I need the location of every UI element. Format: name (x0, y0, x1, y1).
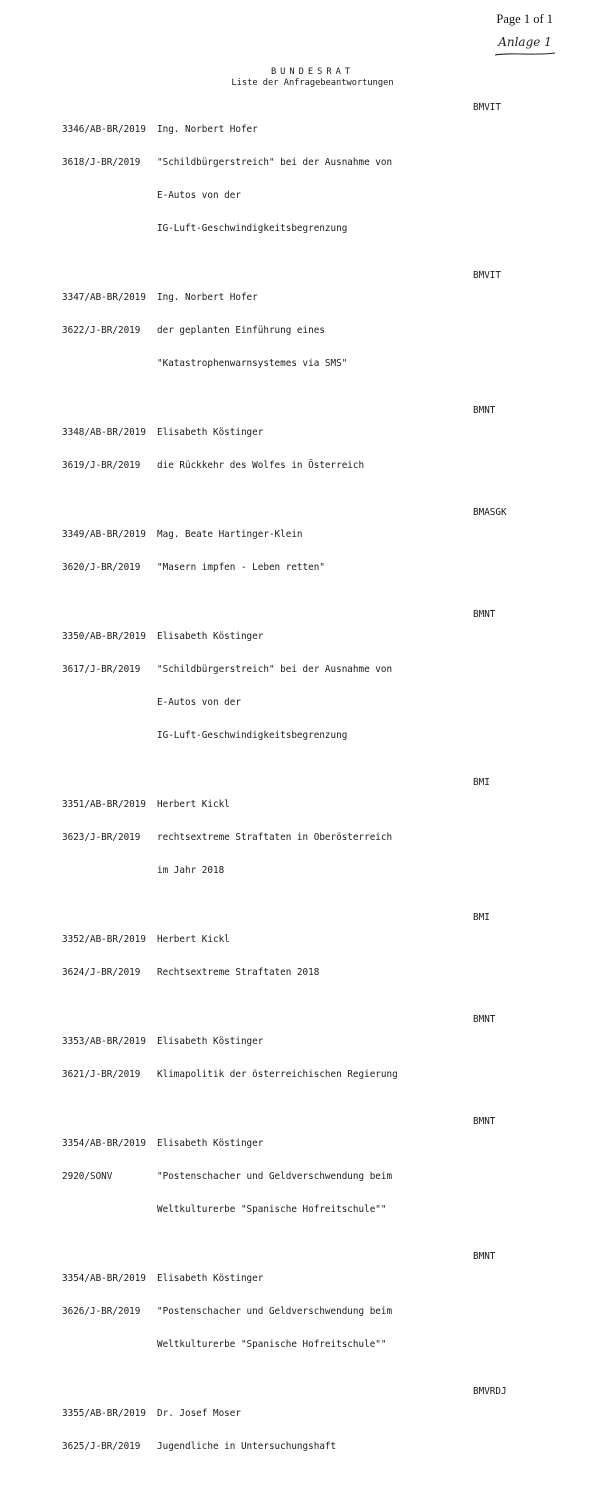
reference-numbers (62, 1251, 157, 1372)
ministry-code: BMI (473, 777, 490, 788)
respondent-name: Herbert Kickl (157, 934, 230, 945)
answer-number: 3352/AB-BR/2019 (62, 934, 146, 945)
inquiry-number: 3626/J-BR/2019 (62, 1306, 141, 1317)
respondent-name: Elisabeth Köstinger (157, 1138, 264, 1149)
entry-description (157, 405, 467, 493)
list-item (62, 1251, 562, 1372)
inquiry-number: 3621/J-BR/2019 (62, 1069, 141, 1080)
underline-stroke (493, 51, 557, 57)
entry-description (157, 1014, 467, 1102)
subject-line: IG-Luft-Geschwindigkeitsbegrenzung (157, 223, 348, 234)
reference-numbers (62, 102, 157, 256)
answer-number: 3354/AB-BR/2019 (62, 1273, 146, 1284)
reference-numbers (62, 609, 157, 763)
ministry-code: BMNT (473, 405, 496, 416)
ministry-code: BMVRDJ (473, 1386, 507, 1397)
answer-number: 3353/AB-BR/2019 (62, 1036, 146, 1047)
subject-line: "Postenschacher und Geldverschwendung beim (157, 1171, 393, 1182)
list-item (62, 1014, 562, 1102)
respondent-name: Elisabeth Köstinger (157, 631, 264, 642)
subject-line: "Schildbürgerstreich" bei der Ausnahme von (157, 664, 393, 675)
respondent-name: Elisabeth Köstinger (157, 1036, 264, 1047)
entry-description (157, 1251, 467, 1372)
subject-line: "Masern impfen - Leben retten" (157, 562, 325, 573)
entry-description (157, 777, 467, 898)
entry-description (157, 1386, 467, 1474)
subject-line: Rechtsextreme Straftaten 2018 (157, 967, 320, 978)
list-item (62, 102, 562, 256)
reference-numbers (62, 405, 157, 493)
inquiry-number: 3622/J-BR/2019 (62, 325, 141, 336)
list-title: Liste der Anfragebeantwortungen (231, 78, 394, 88)
entry-description (157, 912, 467, 1000)
subject-line: "Postenschacher und Geldverschwendung beim (157, 1306, 393, 1317)
list-item (62, 777, 562, 898)
ministry-code: BMNT (473, 1116, 496, 1127)
subject-line: Weltkulturerbe "Spanische Hofreitschule"" (157, 1204, 387, 1215)
subject-line: E-Autos von der (157, 697, 241, 708)
inquiry-number: 3618/J-BR/2019 (62, 157, 141, 168)
page-number: Page 1 of 1 (496, 12, 553, 26)
inquiry-number: 3620/J-BR/2019 (62, 562, 141, 573)
annotation-text: Anlage 1 (498, 35, 552, 49)
ministry-code: BMVIT (473, 270, 501, 281)
reference-numbers (62, 777, 157, 898)
inquiry-number: 3623/J-BR/2019 (62, 832, 141, 843)
answer-number: 3354/AB-BR/2019 (62, 1138, 146, 1149)
list-item (62, 609, 562, 763)
answer-number: 3347/AB-BR/2019 (62, 292, 146, 303)
ministry-code: BMI (473, 912, 490, 923)
inquiry-number: 3624/J-BR/2019 (62, 967, 141, 978)
respondent-name: Ing. Norbert Hofer (157, 124, 258, 135)
inquiry-number: 3625/J-BR/2019 (62, 1441, 141, 1452)
reference-numbers (62, 507, 157, 595)
document-header (0, 67, 605, 89)
list-item (62, 1116, 562, 1237)
answer-number: 3349/AB-BR/2019 (62, 529, 146, 540)
organization-name: BUNDESRAT (270, 67, 355, 77)
subject-line: die Rückkehr des Wolfes in Österreich (157, 460, 365, 471)
subject-line: Jugendliche in Untersuchungshaft (157, 1441, 337, 1452)
list-item (62, 1386, 562, 1474)
ministry-code: BMNT (473, 1014, 496, 1025)
list-item (62, 270, 562, 391)
answer-list (62, 102, 562, 1488)
answer-number: 3351/AB-BR/2019 (62, 799, 146, 810)
handwritten-annotation (493, 33, 557, 57)
entry-description (157, 507, 467, 595)
entry-description (157, 270, 467, 391)
respondent-name: Ing. Norbert Hofer (157, 292, 258, 303)
answer-number: 3350/AB-BR/2019 (62, 631, 146, 642)
answer-number: 3355/AB-BR/2019 (62, 1408, 146, 1419)
subject-line: E-Autos von der (157, 190, 241, 201)
ministry-code: BMNT (473, 1251, 496, 1262)
entry-description (157, 102, 467, 256)
answer-number: 3348/AB-BR/2019 (62, 427, 146, 438)
subject-line: Weltkulturerbe "Spanische Hofreitschule"" (157, 1339, 387, 1350)
reference-numbers (62, 1386, 157, 1474)
subject-line: IG-Luft-Geschwindigkeitsbegrenzung (157, 730, 348, 741)
inquiry-number: 2920/SONV (62, 1171, 113, 1182)
respondent-name: Dr. Josef Moser (157, 1408, 241, 1419)
list-item (62, 912, 562, 1000)
subject-line: "Katastrophenwarnsystemes via SMS" (157, 358, 348, 369)
reference-numbers (62, 912, 157, 1000)
ministry-code: BMNT (473, 609, 496, 620)
respondent-name: Elisabeth Köstinger (157, 1273, 264, 1284)
subject-line: "Schildbürgerstreich" bei der Ausnahme von (157, 157, 393, 168)
respondent-name: Herbert Kickl (157, 799, 230, 810)
answer-number: 3346/AB-BR/2019 (62, 124, 146, 135)
entry-description (157, 609, 467, 763)
inquiry-number: 3619/J-BR/2019 (62, 460, 141, 471)
respondent-name: Elisabeth Köstinger (157, 427, 264, 438)
list-item (62, 507, 562, 595)
entry-description (157, 1116, 467, 1237)
ministry-code: BMVIT (473, 102, 501, 113)
subject-line: rechtsextreme Straftaten in Oberösterreich (157, 832, 393, 843)
subject-line: der geplanten Einführung eines (157, 325, 325, 336)
reference-numbers (62, 1116, 157, 1237)
reference-numbers (62, 1014, 157, 1102)
inquiry-number: 3617/J-BR/2019 (62, 664, 141, 675)
subject-line: im Jahr 2018 (157, 865, 225, 876)
ministry-code: BMASGK (473, 507, 507, 518)
list-item (62, 405, 562, 493)
respondent-name: Mag. Beate Hartinger-Klein (157, 529, 303, 540)
reference-numbers (62, 270, 157, 391)
subject-line: Klimapolitik der österreichischen Regierung (157, 1069, 398, 1080)
